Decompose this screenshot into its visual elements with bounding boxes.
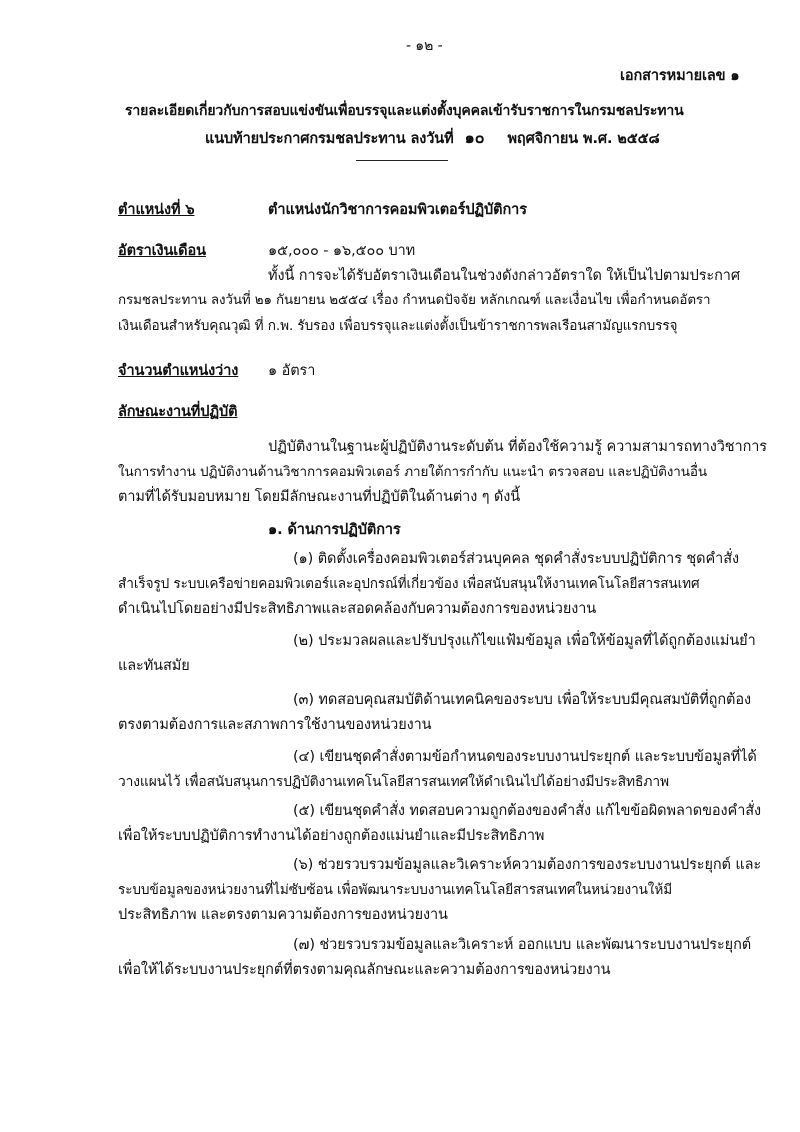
- duty-item-3-line-1: (๓) ทดสอบคุณสมบัติด้านเทคนิคของระบบ เพื่อให้ระบบมีคุณสมบัติที่ถูกต้อง: [293, 692, 751, 708]
- duty-item-6-line-3: ประสิทธิภาพ และตรงตามความต้องการของหน่วยงาน: [118, 907, 448, 923]
- duty-item-3-line-2: ตรงตามต้องการและสภาพการใช้งานของหน่วยงาน: [118, 717, 432, 733]
- salary-label: อัตราเงินเดือน: [118, 243, 206, 259]
- position-label: ตำแหน่งที่ ๖: [118, 202, 195, 218]
- salary-note-line-1: ทั้งนี้ การจะได้รับอัตราเงินเดือนในช่วงดังกล่าวอัตราใด ให้เป็นไปตามประกาศ: [268, 268, 740, 284]
- vacancy-count: ๑ อัตรา: [268, 363, 316, 379]
- duty-item-7-line-2: เพื่อให้ได้ระบบงานประยุกต์ที่ตรงตามคุณลักษณะและความต้องการของหน่วยงาน: [118, 962, 611, 978]
- duties-intro-line-1: ปฏิบัติงานในฐานะผู้ปฏิบัติงานระดับต้น ที่ต้องใช้ความรู้ ความสามารถทางวิชาการ: [268, 439, 767, 455]
- salary-note-line-2: กรมชลประทาน ลงวันที่ ๒๑ กันยายน ๒๕๕๔ เรื่อง กำหนดปัจจัย หลักเกณฑ์ และเงื่อนไข เพื่อกำหนดอัตรา: [118, 293, 711, 308]
- duties-intro-line-2: ในการทำงาน ปฏิบัติงานด้านวิชาการคอมพิวเตอร์ ภายใต้การกำกับ แนะนำ ตรวจสอบ และปฏิบัติงานอื่น: [118, 464, 707, 480]
- title-underline: [356, 160, 448, 161]
- section-operations-title: ๑. ด้านการปฏิบัติการ: [268, 522, 401, 538]
- duty-item-6-line-2: ระบบข้อมูลของหน่วยงานที่ไม่ซับซ้อน เพื่อพัฒนาระบบงานเทคโนโลยีสารสนเทศในหน่วยงานให้มี: [118, 882, 673, 898]
- duty-item-4-line-2: วางแผนไว้ เพื่อสนับสนุนการปฏิบัติงานเทคโนโลยีสารสนเทศให้ดำเนินไปได้อย่างมีประสิทธิภาพ: [118, 774, 670, 790]
- title-date-month-year: พฤศจิกายน พ.ศ. ๒๕๕๘: [507, 131, 660, 147]
- salary-note-line-3: เงินเดือนสำหรับคุณวุฒิ ที่ ก.พ. รับรอง เพื่อบรรจุและแต่งตั้งเป็นข้าราชการพลเรือนสามัญแรกบรรจุ: [118, 318, 678, 334]
- title-line2-prefix: แนบท้ายประกาศกรมชลประทาน ลงวันที่: [205, 131, 454, 147]
- position-title: ตำแหน่งนักวิชาการคอมพิวเตอร์ปฏิบัติการ: [268, 202, 527, 218]
- duty-item-4-line-1: (๔) เขียนชุดคำสั่งตามข้อกำหนดของระบบงานประยุกต์ และระบบข้อมูลที่ได้: [293, 749, 757, 765]
- title-date-day: ๑๐: [464, 128, 485, 147]
- duty-item-7-line-1: (๗) ช่วยรวบรวมข้อมูลและวิเคราะห์ ออกแบบ และพัฒนาระบบงานประยุกต์: [293, 937, 752, 953]
- duty-item-2-line-1: (๒) ประมวลผลและปรับปรุงแก้ไขแฟ้มข้อมูล เพื่อให้ข้อมูลที่ได้ถูกต้องแม่นยำ: [293, 633, 756, 649]
- duty-item-5-line-1: (๕) เขียนชุดคำสั่ง ทดสอบความถูกต้องของคำสั่ง แก้ไขข้อผิดพลาดของคำสั่ง: [293, 803, 761, 819]
- duty-item-2-line-2: และทันสมัย: [118, 658, 190, 674]
- duty-item-5-line-2: เพื่อให้ระบบปฏิบัติการทำงานได้อย่างถูกต้องแม่นยำและมีประสิทธิภาพ: [118, 828, 545, 844]
- vacancy-label: จำนวนตำแหน่งว่าง: [118, 363, 239, 379]
- duty-item-1-line-1: (๑) ติดตั้งเครื่องคอมพิวเตอร์ส่วนบุคคล ชุดคำสั่งระบบปฏิบัติการ ชุดคำสั่ง: [293, 551, 739, 567]
- duties-heading: ลักษณะงานที่ปฏิบัติ: [118, 404, 238, 420]
- document-title-line2: [205, 128, 660, 149]
- duties-intro-line-3: ตามที่ได้รับมอบหมาย โดยมีลักษณะงานที่ปฏิบัติในด้านต่าง ๆ ดังนี้: [118, 489, 521, 505]
- document-title-line1: รายละเอียดเกี่ยวกับการสอบแข่งขันเพื่อบรรจุและแต่งตั้งบุคคลเข้ารับราชการในกรมชลประทาน: [125, 103, 684, 119]
- duty-item-1-line-2: สำเร็จรูป ระบบเครือข่ายคอมพิวเตอร์และอุปกรณ์ที่เกี่ยวข้อง เพื่อสนับสนุนให้งานเทคโนโลยีสารสนเทศ: [118, 576, 700, 592]
- salary-range: ๑๕,๐๐๐ - ๑๖,๕๐๐ บาท: [268, 243, 416, 259]
- duty-item-1-line-3: ดำเนินไปโดยอย่างมีประสิทธิภาพและสอดคล้องกับความต้องการของหน่วยงาน: [118, 601, 597, 617]
- page-number: - ๑๒ -: [406, 38, 443, 54]
- duty-item-6-line-1: (๖) ช่วยรวบรวมข้อมูลและวิเคราะห์ความต้องการของระบบงานประยุกต์ และ: [293, 857, 762, 873]
- attachment-label: เอกสารหมายเลข ๑: [620, 68, 740, 84]
